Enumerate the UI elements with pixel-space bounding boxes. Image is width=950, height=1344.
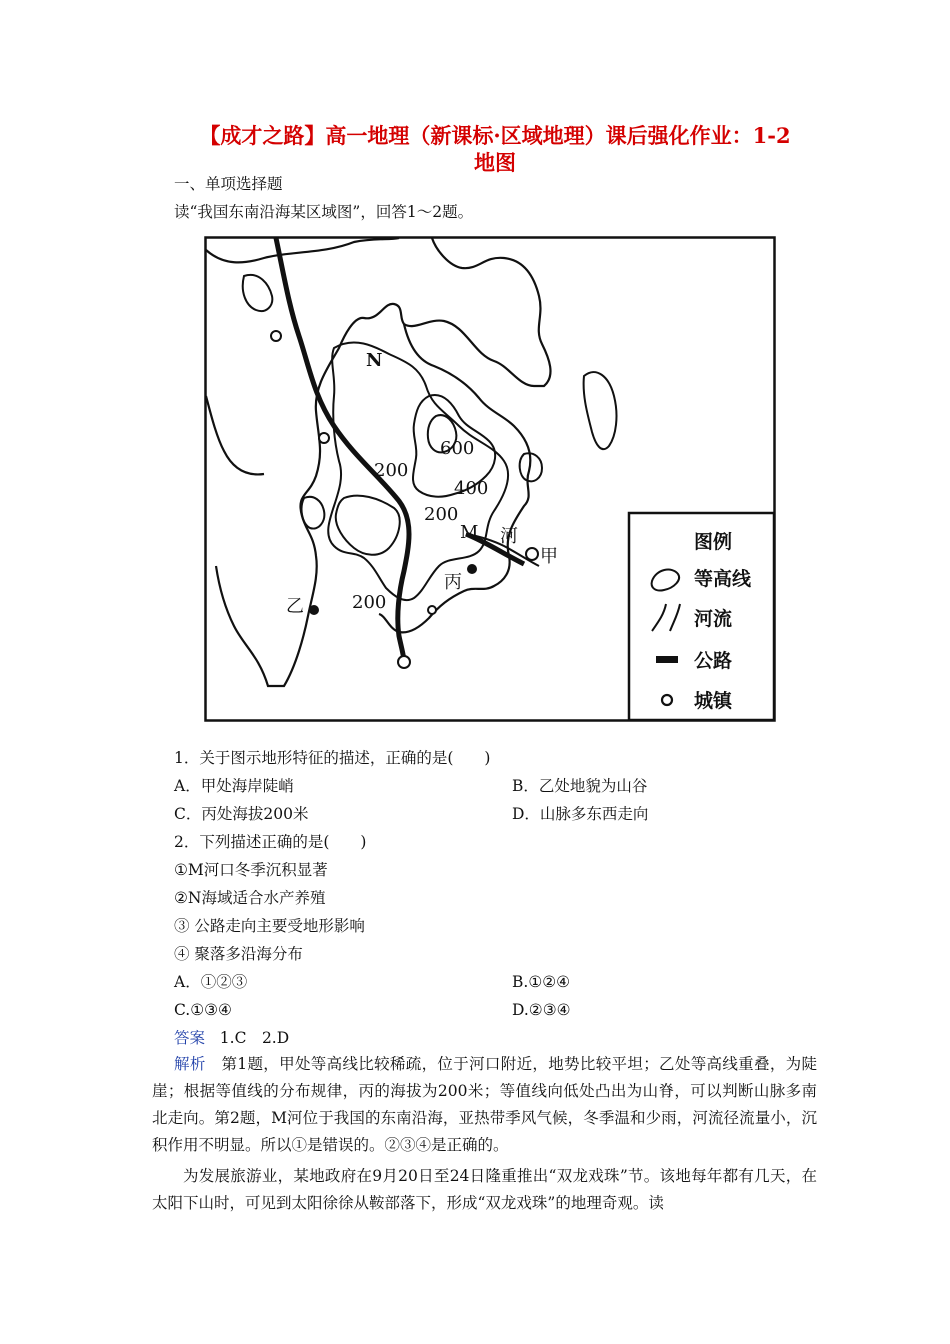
next-paragraph: 为发展旅游业，某地政府在9月20日至24日隆重推出“双龙戏珠”节。该地每年都有几天，在太阳下山时，可见到太阳徐徐从鞍部落下，形成“双龙戏珠”的地理奇观。读 <box>152 1167 817 1212</box>
label-m: M <box>460 522 479 543</box>
legend-contour-label: 等高线 <box>694 568 752 590</box>
label-contour-200-center: 200 <box>374 460 409 481</box>
label-he: 河 <box>500 526 518 547</box>
title-line-1: 【成才之路】高一地理（新课标·区域地理）课后强化作业：1-2 <box>199 123 791 148</box>
question-intro: 读“我国东南沿海某区域图”，回答1～2题。 <box>174 203 474 221</box>
section-heading: 一、单项选择题 <box>174 175 283 193</box>
q1-option-c: C．丙处海拔200米 <box>174 805 309 823</box>
town-yi <box>309 605 319 615</box>
label-n: N <box>366 350 383 371</box>
title-line-2: 地图 <box>474 150 516 175</box>
label-contour-400: 400 <box>454 478 489 499</box>
answer-text: 1.C 2.D <box>219 1029 290 1047</box>
q1-option-d: D．山脉多东西走向 <box>512 805 649 823</box>
q2-stem: 2．下列描述正确的是( ) <box>174 833 367 851</box>
q1-option-b: B．乙处地貌为山谷 <box>512 777 648 795</box>
q2-option-c: C.①③④ <box>174 1001 232 1019</box>
town-small <box>428 606 436 614</box>
label-bing: 丙 <box>444 572 462 593</box>
region-map <box>204 236 776 722</box>
q2-option-b: B.①②④ <box>512 973 571 991</box>
legend-road-symbol <box>656 656 678 663</box>
label-contour-600: 600 <box>440 438 475 459</box>
legend-town-symbol <box>662 695 672 705</box>
q2-option-d: D.②③④ <box>512 1001 571 1019</box>
label-jia: 甲 <box>540 546 558 567</box>
legend-river-label: 河流 <box>694 608 733 630</box>
q1-stem: 1．关于图示地形特征的描述，正确的是( ) <box>174 749 491 767</box>
label-contour-200-river: 200 <box>424 504 459 525</box>
q2-statement-1: ①M河口冬季沉积显著 <box>174 861 328 879</box>
label-yi: 乙 <box>286 596 304 617</box>
analysis-label: 解析 <box>174 1055 206 1073</box>
town-north <box>271 331 281 341</box>
legend-town-label: 城镇 <box>694 690 733 712</box>
legend-title: 图例 <box>694 531 733 553</box>
analysis-text: 第1题，甲处等高线比较稀疏，位于河口附近，地势比较平坦；乙处等高线重叠，为陡崖；根据等值线的分布规律，丙的海拔为200米；等值线向低处凸出为山脊，可以判断山脉多南北走向。第2题，M河位于我国的东南沿海，亚热带季风气候，冬季温和少雨，河流径流量小，沉积作用不明显。所以①是错误的。②③④是正确的。 <box>152 1055 817 1154</box>
q1-option-a: A．甲处海岸陡峭 <box>174 777 294 795</box>
map-legend <box>629 513 774 720</box>
town-jia <box>526 548 538 560</box>
answer-label: 答案 <box>174 1029 206 1047</box>
town-south <box>398 656 410 668</box>
answer-line <box>174 1028 289 1048</box>
q2-statement-4: ④ 聚落多沿海分布 <box>174 945 303 963</box>
town-bing <box>467 564 477 574</box>
q2-statement-2: ②N海域适合水产养殖 <box>174 889 326 907</box>
label-contour-200-left: 200 <box>352 592 387 613</box>
town-west <box>319 433 329 443</box>
analysis-paragraph <box>152 1051 817 1159</box>
q2-option-a: A．①②③ <box>174 973 248 991</box>
legend-road-label: 公路 <box>694 650 733 672</box>
document-title <box>150 122 840 176</box>
q2-statement-3: ③ 公路走向主要受地形影响 <box>174 917 365 935</box>
